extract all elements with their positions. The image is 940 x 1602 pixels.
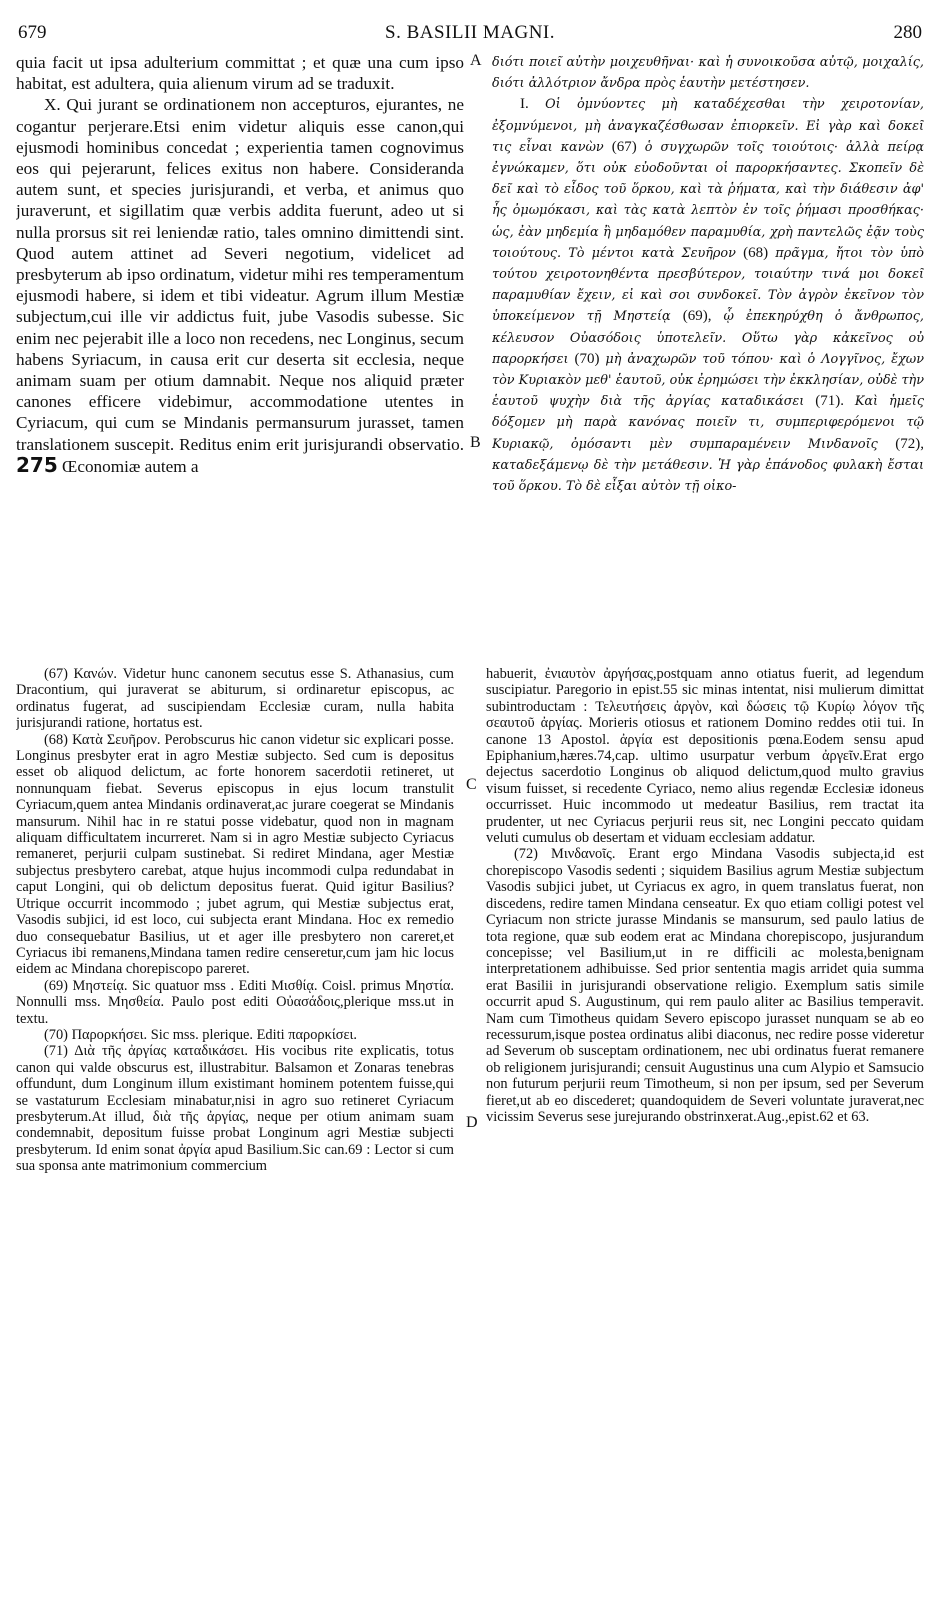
footnote-69: (69) Μηστείᾳ. Sic quatuor mss . Editi Μισθίᾳ. Coisl. primus Μηστία. Nonnulli mss. Μησθεία. Paulo post editi Οὐασάδοις,plerique mss.ut in textu. — [16, 977, 454, 1027]
greek-paragraph-1: διότι ποιεῖ αὐτὴν μοιχευθῆναι· καὶ ἡ συνοικοῦσα αὐτῷ, μοιχαλίς, διότι ἀλλότριον ἄνδρα πρὸς ἑαυτὴν μετέστησεν. — [492, 55, 924, 92]
greek-text-b: ὁ συγχωρῶν τοῖς τοιούτοις· ἀλλὰ πείρᾳ ἐγνώκαμεν, ὅτι οὐκ εὐοδοῦνται οἱ παρορκήσαντες. Σκοπεῖν δὲ δεῖ καὶ τὸ εἶδος τοῦ ὅρκου, καὶ τὰ ῥήματα, καὶ τὴν διάθεσιν ἀφ' ἧς ὀμωμόκασι, καὶ τὰς κατὰ λεπτὸν ἐν τοῖς ῥήμασι προσθήκας· ὡς, ἐὰν μηδεμία ἢ μηδαμόθεν παραμυθία, χρὴ παντελῶς ἐᾷν τοὺς τοιούτους. Τὸ μέντοι κατὰ Σευῆρον — [492, 139, 924, 261]
marker-b: B — [470, 434, 481, 451]
running-title: S. BASILII MAGNI. — [385, 22, 555, 43]
latin-paragraph-2a: X. Qui jurant se ordinationem non accepturos, ejurantes, ne cogantur perjerare.Etsi enim videtur aliquis esse canon,qui ejusmodi hominibus concedat ; experientia tamen cognovimus eos qui pejerarunt, felices exitus non habere. Consideranda autem sunt, et species jurisjurandi, et verba, et animus quo juraverunt, et sigillatim quæ verbis addita fuerunt, adeo ut si nulla prorsus sit rei leniendæ ratio, tales omnino dimittendi sint. Quod autem attinet ad Severi negotium, videlicet ad presbyterum ab ipso ordinatum, videtur mihi res temperamentum ejusmodi habere, si idem et tibi videatur. Agrum illum Mestiæ subjectum,cui ille vir addictus fuit, jube Vasodis subesse. Sic enim nec pejerabit ille a loco non recedens, nec Longinus, secum habens Syriacum, in causa erit cur deserta sit ecclesia, neque animam suam per otium damnabit. Neque nos aliquid præter canones efficere videbimur, accommodatione utentes in Cyriacum, qui cum se Mindanis permansurum jurasset, tamen translationem suscepit. Reditus enim erit jurisjurandi observatio. — [16, 95, 464, 454]
greek-paragraph-2 — [492, 94, 924, 497]
footnotes-left-column — [16, 666, 454, 1590]
greek-text-d: ᾧ ἐπεκηρύχθη ὁ ἄνθρωπος, κέλευσον Οὐασόδοις ὑποτελεῖν. Οὕτω γὰρ κἀκεῖνος οὐ παρορκήσει — [492, 309, 924, 367]
marker-d: D — [466, 1114, 478, 1131]
greek-text-c: πρᾶγμα, ἤτοι τὸν ὑπὸ τούτου χειροτονηθέντα πρεσβύτερον, τοιαύτην τινά μοι δοκεῖ παραμυθίαν ἔχειν, εἰ καὶ σοι συνδοκεῖ. Τὸν ἀγρὸν ἐκεῖνον τὸν ὑποκείμενον τῇ Μηστείᾳ — [492, 245, 924, 325]
greek-main-column — [492, 52, 924, 648]
page-ref-number: 275 — [16, 452, 58, 477]
note-ref-71: (71). — [815, 393, 844, 410]
page-header — [18, 22, 922, 46]
note-ref-68: (68) — [743, 244, 769, 261]
footnote-71: (71) Διὰ τῆς ἀργίας καταδικάσει. His vocibus rite explicatis, totus canon qui valde obscurus est, illustrabitur. Balsamon et Zonaras tenebras offundunt, dum Longinum illum existimant hominem potentem fuisse,qui se vastaturum Ecclesiam minabatur,nisi in agro suo retineret Cyriacum presbyterum.At illud, διὰ τῆς ἀργίας, neque per otium animam suam condemnabit, depositum fuisse probat Longinum agri Mestiæ subjecti presbyterum. Id enim sonat ἀργία apud Basilium.Sic can.69 : Lector si cum sua sponsa ante matrimonium commercium — [16, 1043, 454, 1175]
footnote-72: (72) Μινδανοῖς. Erant ergo Mindana Vasodis subjecta,id est chorepiscopo Vasodis sedenti ; siquidem Basilius agrum Mestiæ subjectum Vasodis subjici jubet, ut Cyriacus ex agro, in quem translatus fuerat, non discedens, redire tamen Mindana censeatur. Ex quo etiam colligi potest vel Cyriacum non stricte jurasse Mindanis se mansurum, sed paulo latius de tota regione, quæ sub eodem erat ac Mindana chorepiscopo, jusjurandum concepisse; vel Basilium,ut in re difficili ac molesta,benignam interpretationem adhibuisse. Sed prior sententia magis arridet quia summa erat Basilii in jurisjurandi observatione religio. Exemplum satis simile occurrit apud S. Augustinum, qui rem paulo aliter ac Basilius temperavit. Nam cum Timotheus quidam Severo episcopo jurasset nunquam se ab eo recessurum,isque postea ordinatus alibi diaconus, nec redire posse videretur ad Severum ob susceptam ordinationem, nec ubi ordinatus fuerat remanere ob religionem jurisjurandi; censuit Augustinus una cum Alypio et Samsucio non futurum perjurii reum Timotheum, si non per ipsum, sed per Severum fieret,ut ab eo discederet; quandoquidem de Severi voluntate juraverat,nec vicissim Severus sese jurejurando obstrinxerat.Aug.,epist.62 et 63. — [486, 846, 924, 1125]
footnote-70: (70) Παρορκήσει. Sic mss. plerique. Editi παρορκίσει. — [44, 1026, 357, 1043]
greek-section-number: Ι. — [520, 96, 529, 113]
footnote-71-continued: habuerit, ἐνιαυτὸν ἀργήσας,postquam anno otiatus fuerit, ad legendum suscipiatur. Paregorio in epist.55 sic minas intentat, nisi mulierum dimittat subintroductam : Τελευτήσεις ἀργὸν, καὶ δώσεις τῷ Κυρίῳ λόγον τῆς σεαυτοῦ ἀργίας. Morieris otiosus et rationem Domino reddes otii tui. In canone 13 Apostol. ἀργία est depositionis pœna.Eodem sensu apud Epiphanium,hæres.74,cap. ultimo usurpatur verbum ἀργεῖν.Erat ergo dejectus sacerdotio Longinus ob aliquod delictum,quod multo gravius visum fuisset, si recedente Cyriaco, nemo alius regendæ Ecclesiæ idoneus occurrisset. Huic incommodo ut medeatur Basilius, rem tractat ita prudenter, ut nec Cyriacus perjurii reus sit, nec Longini peccato quidam veluti cumulus ob desertam et viduam ecclesiam addatur. — [486, 666, 924, 847]
greek-text-e: μὴ ἀναχωρῶν τοῦ τόπου· καὶ ὁ Λογγῖνος, ἔχων τὸν Κυριακὸν μεθ' ἑαυτοῦ, οὐκ ἐρημώσει τὴν ἐκκλησίαν, οὐδὲ τὴν ἑαυτοῦ ψυχὴν διὰ τῆς ἀργίας καταδικάσει — [492, 351, 924, 410]
greek-text-a: Οἱ ὀμνύοντες μὴ καταδέχεσθαι τὴν χειροτονίαν, ἐξομνύμενοι, μὴ ἀναγκαζέσθωσαν ἐπιορκεῖν. Εἰ γὰρ καὶ δοκεῖ τις εἶναι κανὼν — [492, 97, 924, 155]
footnote-67: (67) Κανών. Videtur hunc canonem secutus esse S. Athanasius, cum Dracontium, qui juraverat se abiturum, si ordinaretur episcopus, ac ordinatus fugerat, ad suscipiendam Ecclesiæ curam, nulla habita jurisjurandi ratione, hortatus est. — [16, 666, 454, 732]
greek-text-g: καταδεξάμενῳ δὲ τὴν μετάθεσιν. Ἡ γὰρ ἐπάνοδος φυλακὴ ἔσται τοῦ ὅρκου. Τὸ δὲ εἶξαι αὐτὸν τῇ οἰκο- — [492, 457, 924, 495]
footnotes-right-column — [486, 666, 924, 1590]
latin-paragraph-2b: Œconomiæ autem a — [62, 456, 199, 476]
latin-main-column — [16, 52, 464, 648]
note-ref-70: (70) — [574, 350, 600, 367]
page-number-right: 280 — [893, 22, 922, 43]
latin-paragraph-2 — [16, 94, 464, 477]
note-ref-67: (67) — [611, 138, 637, 155]
latin-paragraph-1: quia facit ut ipsa adulterium committat ; et quæ una cum ipso habitat, est adultera, quia alienum virum ad se traduxit. — [16, 53, 464, 94]
note-ref-72: (72), — [895, 435, 924, 452]
page-number-left: 679 — [18, 22, 47, 43]
note-ref-69: (69), — [682, 308, 712, 325]
marker-a: A — [470, 52, 482, 69]
footnote-68: (68) Κατὰ Σευῆρον. Perobscurus hic canon videtur sic explicari posse. Longinus presbyter erat in agro Mestiæ subjecto. Sed cum is depositus esset ob aliquod delictum, ac forte honorem sacerdotii retineret, ut nonnunquam fiebat. Severus episcopus in ejus locum transtulit Cyriacum,quem antea Mindanis ordinaverat,ac jurare coegerat se Mindanis mansurum. Nihil hac in re statui posse videbatur, quod non in magnam aliquam difficultatem incurreret. Nam si in agro Mestiæ subjecto Cyriacus remaneret, perjurii culpam sustinebat. Si rediret Mindana, ager Mestiæ subjectus presbytero carebat, atque hujus incommodi culpa redundabat in caput Longini, qui ob delictum depositus fuerat. Quid igitur Basilius? Utrique occurrit incommodo ; jubet agrum, qui Mestiæ subjectus erat, Vasodis subjici, id est loco, cui subjecta erant Mindana. Hoc ex remedio duo consequebatur Basilius, ut et ager ille presbytero non careret,et Cyriacus ibi remanens,Mindana tamen redire censeretur,cum jam hic locus eidem ac Mindana chorepiscopo pareret. — [16, 731, 454, 978]
greek-text-f: Καὶ ἡμεῖς δόξομεν μὴ παρὰ κανόνας ποιεῖν τι, συμπεριφερόμενοι τῷ Κυριακῷ, ὀμόσαντι μὲν συμπαραμένειν Μινδανοῖς — [492, 394, 924, 452]
marker-c: C — [466, 776, 477, 793]
